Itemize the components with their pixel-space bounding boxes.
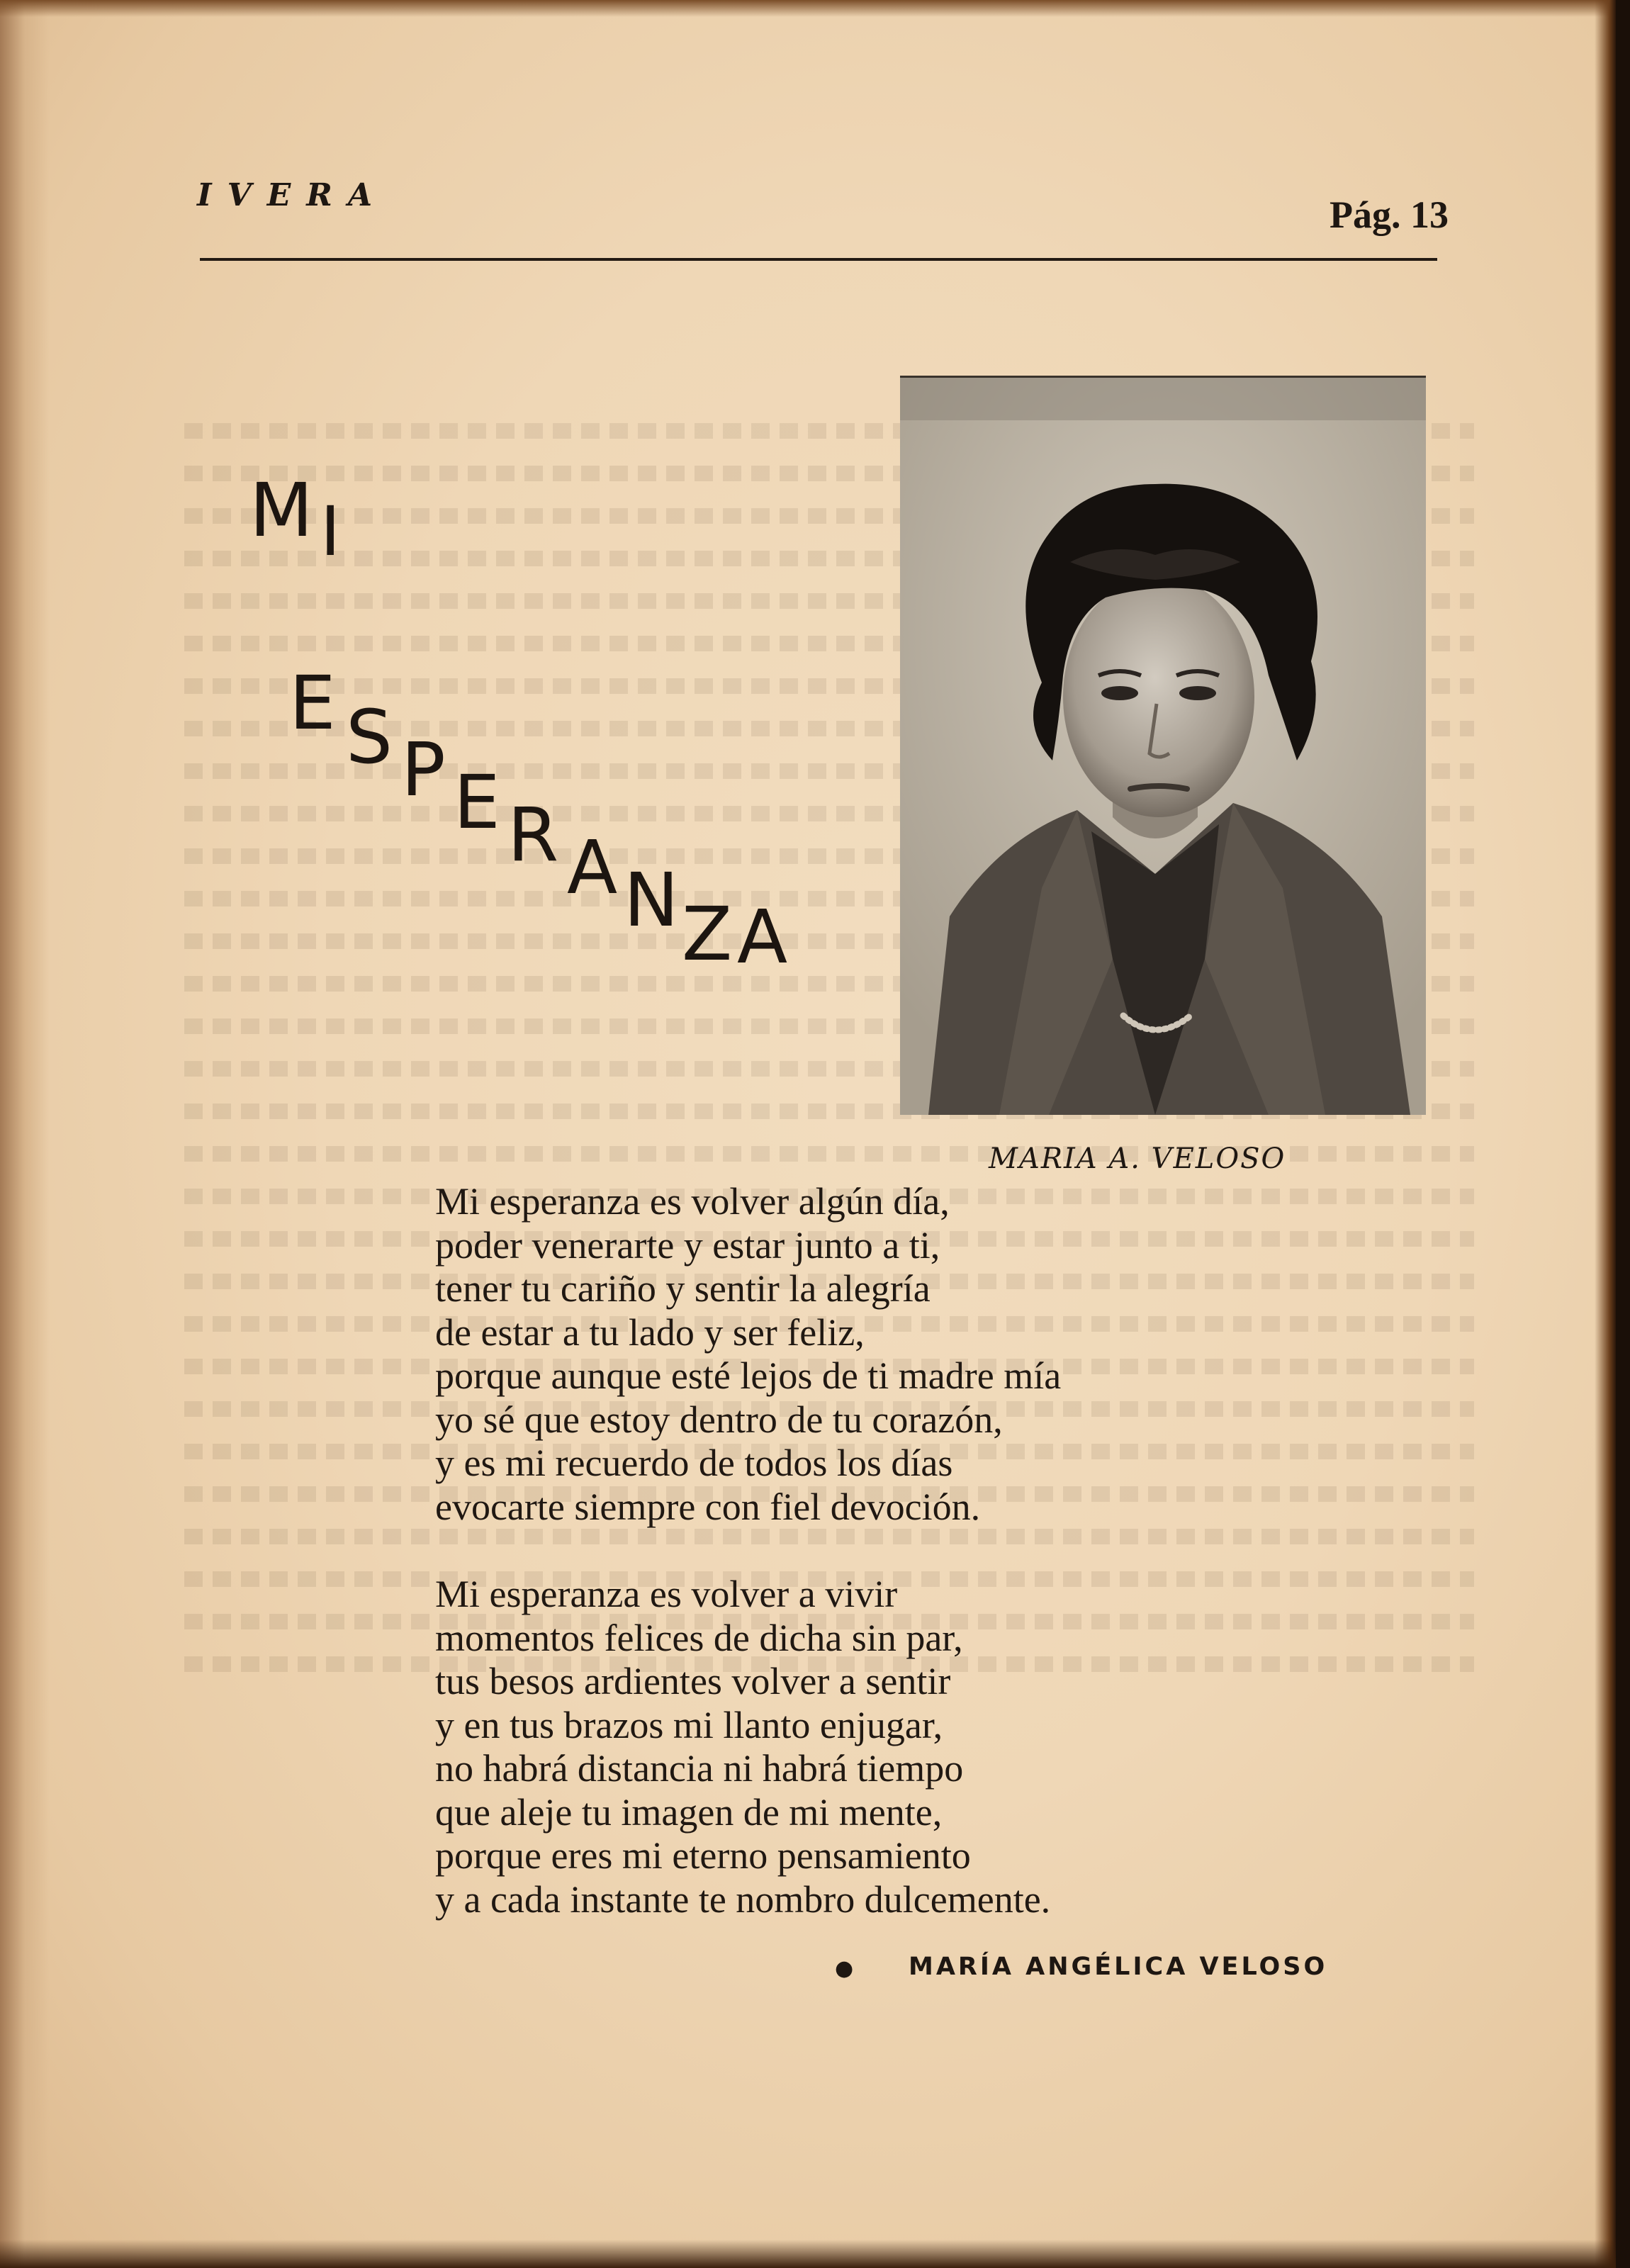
poem-line: Mi esperanza es volver algún día, — [435, 1180, 950, 1223]
poem-line: tener tu cariño y sentir la alegría — [435, 1267, 931, 1310]
stanza — [435, 1573, 1061, 1921]
title-letter: A — [737, 894, 788, 980]
title-letter: M — [249, 467, 313, 554]
title-letter: R — [507, 792, 559, 878]
poem-line: porque aunque esté lejos de ti madre mía — [435, 1354, 1062, 1397]
page-top-edge — [0, 0, 1616, 17]
page-bottom-edge — [0, 2240, 1616, 2268]
poem-line: yo sé que estoy dentro de tu corazón, — [435, 1398, 1003, 1441]
photo-caption: MARIA A. VELOSO — [989, 1143, 1286, 1175]
page-number: Pág. 13 — [1330, 193, 1449, 236]
stanza — [435, 1180, 1061, 1529]
binding-shadow — [0, 0, 50, 2268]
running-title: IVERA — [197, 177, 388, 213]
poem-line: poder venerarte y estar junto a ti, — [435, 1223, 940, 1267]
poem-line: Mi esperanza es volver a vivir — [435, 1573, 898, 1615]
poem-line: de estar a tu lado y ser feliz, — [435, 1310, 865, 1354]
poem-line: porque eres mi eterno pensamiento — [435, 1834, 971, 1877]
title-letter: A — [567, 824, 618, 911]
poem-line: que aleje tu imagen de mi mente, — [435, 1790, 943, 1834]
poem-line: y es mi recuerdo de todos los días — [435, 1442, 953, 1484]
bullet-mark: ● — [835, 1956, 854, 1981]
poem-line: no habrá distancia ni habrá tiempo — [435, 1747, 964, 1790]
title-letter: E — [289, 660, 336, 746]
poem-line: evocarte siempre con fiel devoción. — [435, 1485, 981, 1528]
title-letter: P — [401, 726, 446, 813]
poem-line: momentos felices de dicha sin par, — [435, 1616, 963, 1659]
poem-body — [435, 1180, 1061, 1965]
poem-line: y en tus brazos mi llanto enjugar, — [435, 1703, 943, 1746]
title-letter: N — [624, 857, 679, 943]
header-rule — [200, 258, 1437, 261]
title-letter: I — [320, 492, 341, 571]
poem-line: tus besos ardientes volver a sentir — [435, 1660, 951, 1702]
portrait-photo — [900, 376, 1426, 1115]
title-letter: E — [454, 759, 500, 846]
title-letter: Z — [682, 891, 733, 977]
page-right-edge — [1595, 0, 1616, 2268]
title-letter: S — [346, 694, 393, 780]
author-signature: MARÍA ANGÉLICA VELOSO — [909, 1953, 1328, 1981]
poem-line: y a cada instante te nombro dulcemente. — [435, 1877, 1051, 1921]
